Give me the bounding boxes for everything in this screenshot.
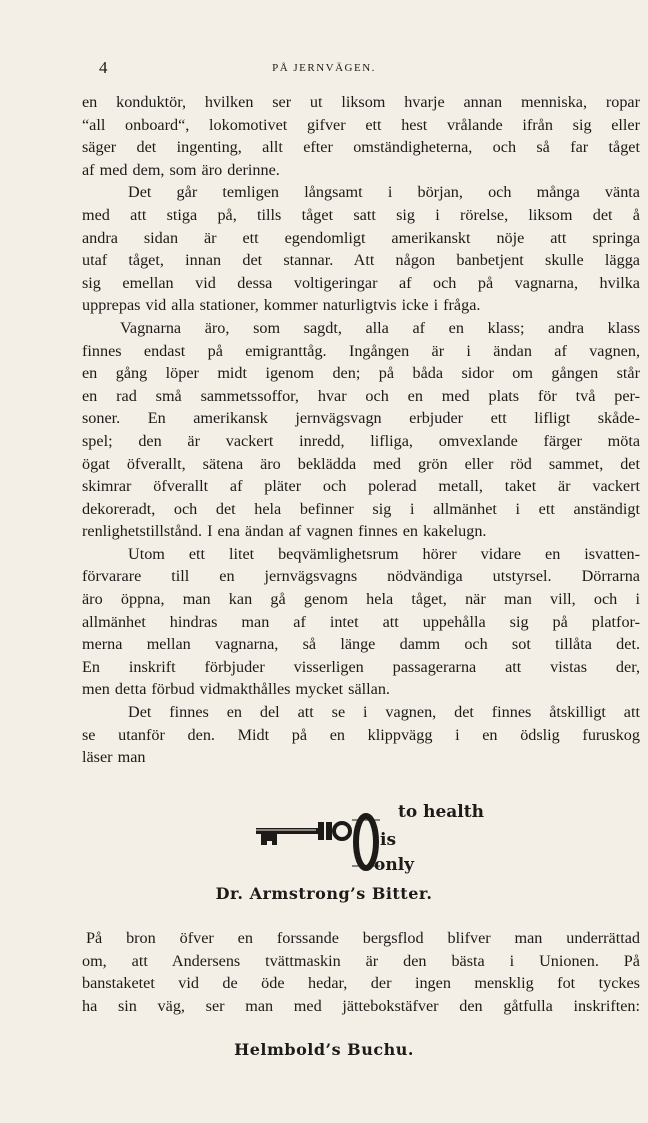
text-line: Vagnarna äro, som sagdt, alla af en klass; andra klass	[120, 318, 640, 337]
advert-word-to-health: to health	[398, 802, 484, 822]
text-line: merna mellan vagnarna, så länge damm och sot tillåta det.	[82, 635, 640, 654]
text-line: Utom ett litet beqvämlighetsrum hörer vidare en isvatten-	[128, 544, 640, 563]
text-line: spel; den är vackert inredd, lifliga, omvexlande färger möta	[82, 431, 640, 450]
text-line: renlighetstillstånd. I ena ändan af vagnen finnes en kakelugn.	[82, 522, 487, 541]
key-icon	[256, 806, 381, 880]
text-line: skimrar öfverallt af pläter och polerad metall, taket är vackert	[82, 477, 640, 496]
body-text-top	[82, 91, 640, 769]
page-number: 4	[99, 58, 108, 77]
text-line: ögat öfverallt, sätena äro beklädda med grön eller röd sammet, det	[82, 454, 640, 473]
text-line: soner. En amerikansk jernvägsvagn erbjuder ett lifligt skåde-	[82, 409, 640, 428]
advert-brand-armstrong: Dr. Armstrong’s Bitter.	[215, 884, 433, 903]
text-line: finnes endast på emigranttåg. Ingången är i ändan af vagnen,	[82, 341, 640, 360]
text-line: läser man	[82, 748, 146, 767]
text-line: “all onboard“, lokomotivet gifver ett hest vrålande ifrån sig eller	[82, 115, 640, 134]
text-line: en rad små sammetssoffor, hvar och en med plats för två per-	[82, 386, 640, 405]
text-line: allmänhet hindras man af intet att uppehålla sig på platfor-	[82, 612, 640, 631]
text-line: andra sidan är ett egendomligt amerikanskt nöje att springa	[82, 228, 640, 247]
text-line: banstaketet vid de öde hedar, der ingen mensklig fot tyckes	[82, 974, 640, 993]
text-line: af med dem, som äro derinne.	[82, 160, 280, 179]
text-line: upprepas vid alla stationer, kommer naturligtvis icke i fråga.	[82, 296, 481, 315]
text-line: Det går temligen långsamt i början, och många vänta	[128, 183, 640, 202]
text-line: se utanför den. Midt på en klippvägg i en ödslig furuskog	[82, 725, 640, 744]
advert-word-only: only	[374, 855, 415, 875]
text-line: om, att Andersens tvättmaskin är den bästa i Unionen. På	[82, 951, 640, 970]
body-text-bottom	[82, 927, 640, 1017]
text-line: med att stiga på, tills tåget satt sig i rörelse, liksom det å	[82, 205, 640, 224]
text-line: men detta förbud vidmakthålles mycket sällan.	[82, 680, 390, 699]
text-line: förvarare till en jernvägsvagns nödvändiga utstyrsel. Dörrarna	[82, 567, 640, 586]
text-line: en konduktör, hvilken ser ut liksom hvarje annan menniska, ropar	[82, 93, 640, 111]
text-line: äro öppna, man kan gå genom hela tåget, när man vill, och i	[82, 590, 640, 609]
running-head: PÅ JERNVÄGEN.	[272, 62, 376, 74]
key-advertisement	[256, 802, 506, 878]
text-line: sig emellan vid dessa voltigeringar af och på vagnarna, hvilka	[82, 273, 640, 292]
text-line: Det finnes en del att se i vagnen, det finnes åtskilligt att	[128, 703, 640, 722]
text-line: säger det ingenting, allt efter omständigheterna, och så far tåget	[82, 138, 640, 157]
text-line: På bron öfver en forssande bergsflod blifver man underrättad	[86, 929, 640, 947]
text-line: en gång löper midt igenom den; på båda sidor om gången står	[82, 364, 640, 383]
text-line: ha sin väg, ser man med jättebokstäfver den gåtfulla inskriften:	[82, 996, 640, 1015]
text-line: dekoreradt, och det hela befinner sig i allmänhet i ett anständigt	[82, 499, 640, 518]
advert-brand-buchu: Helmbold’s Buchu.	[234, 1040, 414, 1059]
text-line: utaf tåget, innan det stannar. Att någon banbetjent skulle lägga	[82, 251, 640, 270]
advert-word-is: is	[380, 830, 397, 850]
text-line: En inskrift förbjuder visserligen passagerarna att vistas der,	[82, 657, 640, 676]
